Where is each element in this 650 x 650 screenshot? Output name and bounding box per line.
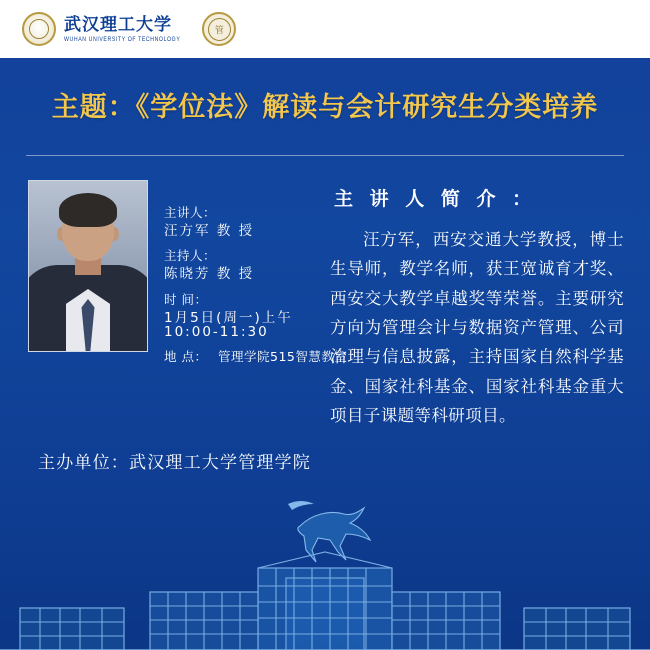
place-row <box>164 350 347 363</box>
time-value: 1月5日(周一)上午10:00-11:30 <box>164 309 293 340</box>
bio-column <box>330 180 650 431</box>
host-label: 主持人： <box>164 248 217 264</box>
time-label: 时 间： <box>164 291 208 307</box>
organizer-text: 主办单位：武汉理工大学管理学院 <box>38 453 311 473</box>
time-row <box>164 293 347 306</box>
campus-illustration <box>0 490 650 650</box>
university-name-cn: 武汉理工大学 <box>64 14 172 34</box>
event-details <box>164 180 347 431</box>
university-emblem-icon <box>22 12 56 46</box>
speaker-label-row <box>164 206 347 219</box>
header-divider <box>26 155 624 156</box>
speaker-column <box>0 180 348 431</box>
host-label-row <box>164 249 347 262</box>
photo-hair <box>59 193 117 227</box>
school-emblem-char: 管 <box>208 18 231 41</box>
place-value: 管理学院515智慧教室 <box>218 349 348 365</box>
title-bar <box>0 58 650 150</box>
school-emblem-icon <box>202 12 236 46</box>
university-name-block <box>64 16 180 42</box>
page-title: 主题：《学位法》解读与会计研究生分类培养 <box>51 91 599 123</box>
bio-text: 汪方军，西安交通大学教授，博士生导师，教学名师，获王宽诚育才奖、西安交大教学卓越奖等荣誉。主要研究方向为管理会计与数据资产管理、公司治理与信息披露，主持国家自然科学基金、国家社科基金、国家社科基金重大项目子课题等科研项目。 <box>330 230 624 426</box>
speaker-name: 汪方军 教 授 <box>164 223 255 240</box>
bio-heading: 主 讲 人 简 介 ： <box>334 188 537 210</box>
poster-header <box>0 0 650 58</box>
content-area <box>0 180 650 431</box>
speaker-photo <box>28 180 148 352</box>
place-label: 地 点： <box>164 349 208 365</box>
university-name-en: WUHAN UNIVERSITY OF TECHNOLOGY <box>64 35 181 44</box>
university-logo <box>22 12 180 46</box>
host-name: 陈晓芳 教 授 <box>164 266 255 283</box>
speaker-label: 主讲人： <box>164 205 217 220</box>
campus-illustration-svg <box>0 490 650 650</box>
